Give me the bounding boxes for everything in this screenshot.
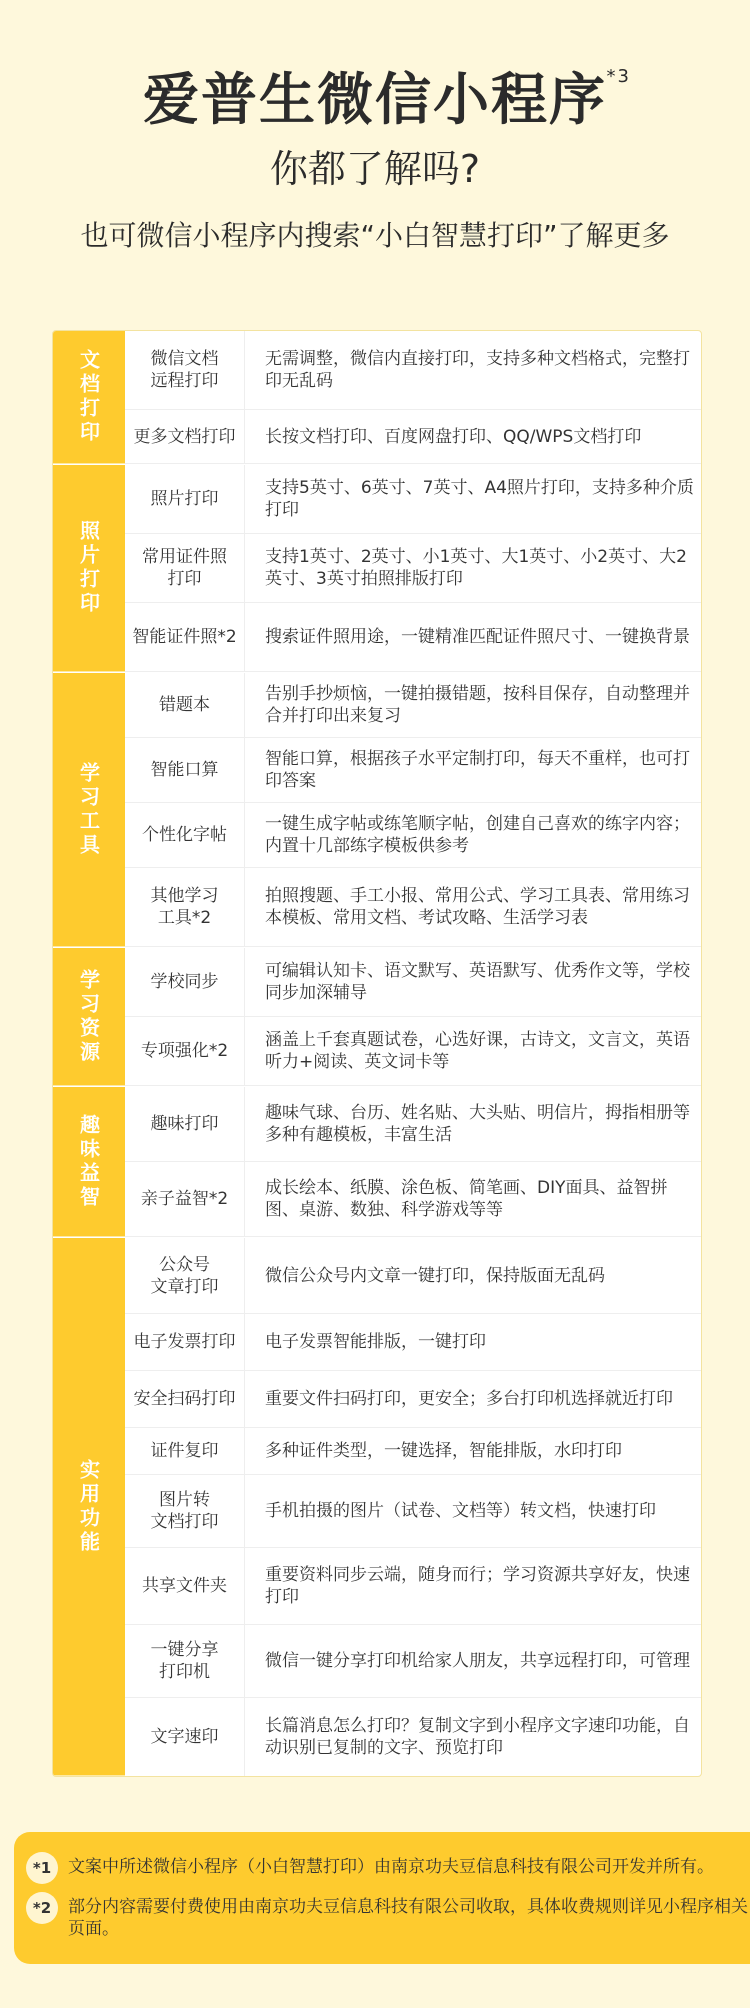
search-tip: 也可微信小程序内搜索“小白智慧打印”了解更多: [80, 219, 670, 252]
category-label: [53, 1238, 125, 1776]
feature-desc: 拍照搜题、手工小报、常用公式、学习工具表、常用练习本模板、常用文档、考试攻略、生活学习表: [265, 886, 690, 928]
category-label: [53, 465, 125, 672]
feature-name: 个性化字帖: [125, 803, 245, 867]
footnotes: [14, 1832, 750, 1964]
feature-desc: 支持1英寸、2英寸、小1英寸、大1英寸、小2英寸、大2英寸、3英寸拍照排版打印: [265, 547, 687, 589]
feature-desc: 重要资料同步云端，随身而行；学习资源共享好友，快速打印: [265, 1565, 690, 1607]
table-row: [125, 1698, 701, 1776]
feature-desc: 多种证件类型，一键选择，智能排版，水印打印: [265, 1441, 622, 1461]
feature-name: 证件复印: [125, 1428, 245, 1474]
feature-name: 照片打印: [125, 465, 245, 533]
feature-desc: 搜索证件照用途，一键精准匹配证件照尺寸、一键换背景: [265, 627, 690, 647]
page-title-text: 爱普生微信小程序: [143, 68, 607, 133]
table-row: [125, 1314, 701, 1371]
feature-table: [52, 330, 702, 1777]
feature-name: 专项强化*2: [125, 1017, 245, 1085]
footnote-item: [14, 1850, 750, 1890]
category-label: [53, 331, 125, 464]
feature-desc: 可编辑认知卡、语文默写、英语默写、优秀作文等，学校同步加深辅导: [265, 961, 690, 1003]
footnote-item: [14, 1890, 750, 1946]
feature-name: 电子发票打印: [125, 1314, 245, 1370]
feature-name: 一键分享 打印机: [125, 1625, 245, 1697]
feature-desc: 长按文档打印、百度网盘打印、QQ/WPS文档打印: [265, 426, 642, 447]
feature-name: 趣味打印: [125, 1087, 245, 1161]
feature-name: 公众号 文章打印: [125, 1238, 245, 1313]
category-label: [53, 673, 125, 947]
footnote-badge: *2: [26, 1892, 58, 1924]
feature-group: [53, 948, 701, 1087]
feature-desc: 趣味气球、台历、姓名贴、大头贴、明信片，拇指相册等多种有趣模板，丰富生活: [265, 1103, 690, 1145]
feature-group: [53, 331, 701, 465]
feature-name: 图片转 文档打印: [125, 1475, 245, 1547]
feature-rows: [125, 673, 701, 947]
page-subtitle: 你都了解吗?: [269, 147, 481, 191]
feature-rows: [125, 465, 701, 672]
feature-desc: 智能口算，根据孩子水平定制打印，每天不重样，也可打印答案: [265, 749, 690, 791]
title-footnote-mark: *3: [606, 66, 631, 87]
feature-desc: 电子发票智能排版，一键打印: [265, 1332, 486, 1352]
category-text: 照片打印: [76, 520, 101, 616]
feature-desc: 涵盖上千套真题试卷，心选好课，古诗文，文言文，英语听力+阅读、英文词卡等: [265, 1030, 690, 1072]
feature-name: 智能证件照*2: [125, 603, 245, 671]
feature-name: 文字速印: [125, 1698, 245, 1776]
feature-group: [53, 673, 701, 948]
table-row: [125, 410, 701, 464]
table-row: [125, 1238, 701, 1314]
feature-rows: [125, 1087, 701, 1237]
feature-name: 更多文档打印: [125, 410, 245, 463]
table-row: [125, 948, 701, 1017]
page-title: [143, 56, 631, 136]
table-row: [125, 673, 701, 738]
feature-rows: [125, 1238, 701, 1776]
feature-desc: 成长绘本、纸膜、涂色板、简笔画、DIY面具、益智拼图、桌游、数独、科学游戏等等: [265, 1178, 668, 1220]
feature-desc: 手机拍摄的图片（试卷、文档等）转文档，快速打印: [265, 1501, 656, 1521]
footnote-text: 文案中所述微信小程序（小白智慧打印）由南京功夫豆信息科技有限公司开发并所有。: [68, 1857, 714, 1877]
footnote-text: 部分内容需要付费使用由南京功夫豆信息科技有限公司收取，具体收费规则详见小程序相关页面。: [68, 1897, 748, 1939]
feature-name: 学校同步: [125, 948, 245, 1016]
table-row: [125, 1625, 701, 1698]
table-row: [125, 1428, 701, 1475]
feature-rows: [125, 331, 701, 464]
category-label: [53, 948, 125, 1086]
feature-name: 亲子益智*2: [125, 1162, 245, 1236]
title-row: [0, 56, 750, 136]
table-row: [125, 803, 701, 868]
table-row: [125, 1017, 701, 1086]
feature-name: 常用证件照 打印: [125, 534, 245, 602]
feature-desc: 一键生成字帖或练笔顺字帖，创建自己喜欢的练字内容；内置十几部练字模板供参考: [265, 814, 690, 856]
category-text: 学习工具: [76, 761, 101, 858]
table-row: [125, 331, 701, 410]
feature-group: [53, 1087, 701, 1238]
feature-desc: 长篇消息怎么打印？复制文字到小程序文字速印功能，自动识别已复制的文字、预览打印: [265, 1716, 690, 1758]
feature-desc: 无需调整，微信内直接打印，支持多种文档格式，完整打印无乱码: [265, 349, 690, 391]
table-row: [125, 1162, 701, 1237]
category-text: 实用功能: [76, 1458, 101, 1555]
feature-name: 其他学习 工具*2: [125, 868, 245, 946]
table-row: [125, 534, 701, 603]
feature-rows: [125, 948, 701, 1086]
category-text: 学习资源: [76, 968, 101, 1065]
feature-name: 智能口算: [125, 738, 245, 802]
table-row: [125, 1371, 701, 1428]
feature-group: [53, 1238, 701, 1776]
category-text: 文档打印: [76, 349, 101, 445]
table-row: [125, 1475, 701, 1548]
table-row: [125, 738, 701, 803]
feature-desc: 微信公众号内文章一键打印，保持版面无乱码: [265, 1265, 605, 1286]
feature-name: 共享文件夹: [125, 1548, 245, 1624]
feature-name: 安全扫码打印: [125, 1371, 245, 1427]
feature-desc: 支持5英寸、6英寸、7英寸、A4照片打印，支持多种介质打印: [265, 478, 694, 520]
category-text: 趣味益智: [76, 1113, 101, 1210]
feature-group: [53, 465, 701, 673]
feature-desc: 重要文件扫码打印，更安全；多台打印机选择就近打印: [265, 1389, 673, 1409]
feature-name: 错题本: [125, 673, 245, 737]
table-row: [125, 465, 701, 534]
category-label: [53, 1087, 125, 1237]
footnote-badge: *1: [26, 1852, 58, 1884]
feature-desc: 微信一键分享打印机给家人朋友，共享远程打印，可管理: [265, 1651, 690, 1671]
table-row: [125, 603, 701, 672]
table-row: [125, 868, 701, 947]
table-row: [125, 1087, 701, 1162]
feature-name: 微信文档 远程打印: [125, 331, 245, 409]
table-row: [125, 1548, 701, 1625]
feature-desc: 告别手抄烦恼，一键拍摄错题，按科目保存，自动整理并合并打印出来复习: [265, 684, 690, 726]
